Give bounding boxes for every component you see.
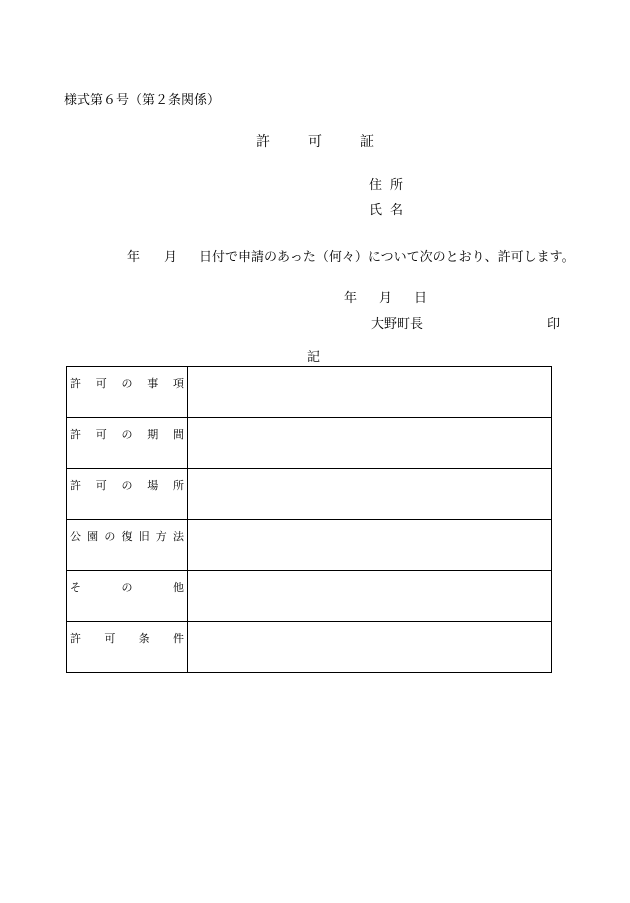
table-row: [67, 469, 552, 520]
row-label-char: の: [121, 377, 133, 390]
row-label-char: 場: [147, 479, 159, 492]
row-label-char: 間: [173, 428, 184, 441]
table-row: [67, 520, 552, 571]
title-char-1: 許: [256, 134, 270, 150]
row-label-char: 園: [87, 530, 99, 543]
address-label: 住所: [369, 178, 412, 193]
document-title: [256, 131, 374, 151]
row-value-field[interactable]: [188, 520, 552, 571]
name-label: 氏名: [369, 203, 412, 218]
row-label: [67, 571, 188, 622]
issuer-title: 大野町長: [371, 317, 424, 332]
row-label-char: の: [121, 479, 133, 492]
row-label: [67, 520, 188, 571]
statement-month: 月: [164, 250, 178, 265]
row-label-char: 許: [70, 377, 81, 390]
row-label-char: 方: [155, 530, 167, 543]
row-value-field[interactable]: [188, 418, 552, 469]
row-label-char: 可: [104, 632, 116, 645]
statement-text: 日付で申請のあった（何々）について次のとおり、許可します。: [199, 250, 575, 265]
row-label-char: 公: [70, 530, 81, 543]
row-label-char: 許: [70, 479, 81, 492]
row-label-char: 旧: [138, 530, 150, 543]
row-label-char: 可: [95, 479, 107, 492]
row-label-char: 可: [95, 428, 107, 441]
seal-mark: 印: [547, 317, 561, 332]
table-row: [67, 571, 552, 622]
row-label-char: の: [104, 530, 116, 543]
title-char-3: 証: [360, 134, 374, 150]
row-label: [67, 622, 188, 673]
issue-month: 月: [379, 291, 393, 306]
ki-heading: 記: [307, 350, 321, 365]
table-row: [67, 622, 552, 673]
row-value-field[interactable]: [188, 622, 552, 673]
statement-year: 年: [127, 250, 141, 265]
table-row: [67, 367, 552, 418]
permit-items-table: [66, 366, 552, 673]
row-value-field[interactable]: [188, 367, 552, 418]
row-label-char: 法: [172, 530, 184, 543]
row-label-char: 許: [70, 428, 81, 441]
issue-year: 年: [344, 291, 358, 306]
row-label-char: 復: [121, 530, 133, 543]
row-label-char: 事: [147, 377, 159, 390]
row-label-char: 件: [172, 632, 184, 645]
row-label-char: 期: [147, 428, 159, 441]
row-label-char: 可: [95, 377, 107, 390]
row-value-field[interactable]: [188, 571, 552, 622]
issue-date: [344, 287, 427, 306]
row-label-char: の: [121, 581, 133, 594]
row-label-char: 条: [138, 632, 150, 645]
issue-day: 日: [414, 291, 428, 306]
row-label-char: 他: [173, 581, 184, 594]
row-label-char: 所: [173, 479, 184, 492]
permit-statement: [127, 246, 575, 265]
row-label: [67, 418, 188, 469]
row-label-char: そ: [70, 581, 81, 594]
form-number: 様式第６号（第２条関係）: [64, 93, 221, 108]
title-char-2: 可: [308, 134, 322, 150]
row-label: [67, 367, 188, 418]
row-label-char: 許: [70, 632, 81, 645]
row-value-field[interactable]: [188, 469, 552, 520]
row-label: [67, 469, 188, 520]
row-label-char: 項: [173, 377, 184, 390]
table-row: [67, 418, 552, 469]
row-label-char: の: [121, 428, 133, 441]
